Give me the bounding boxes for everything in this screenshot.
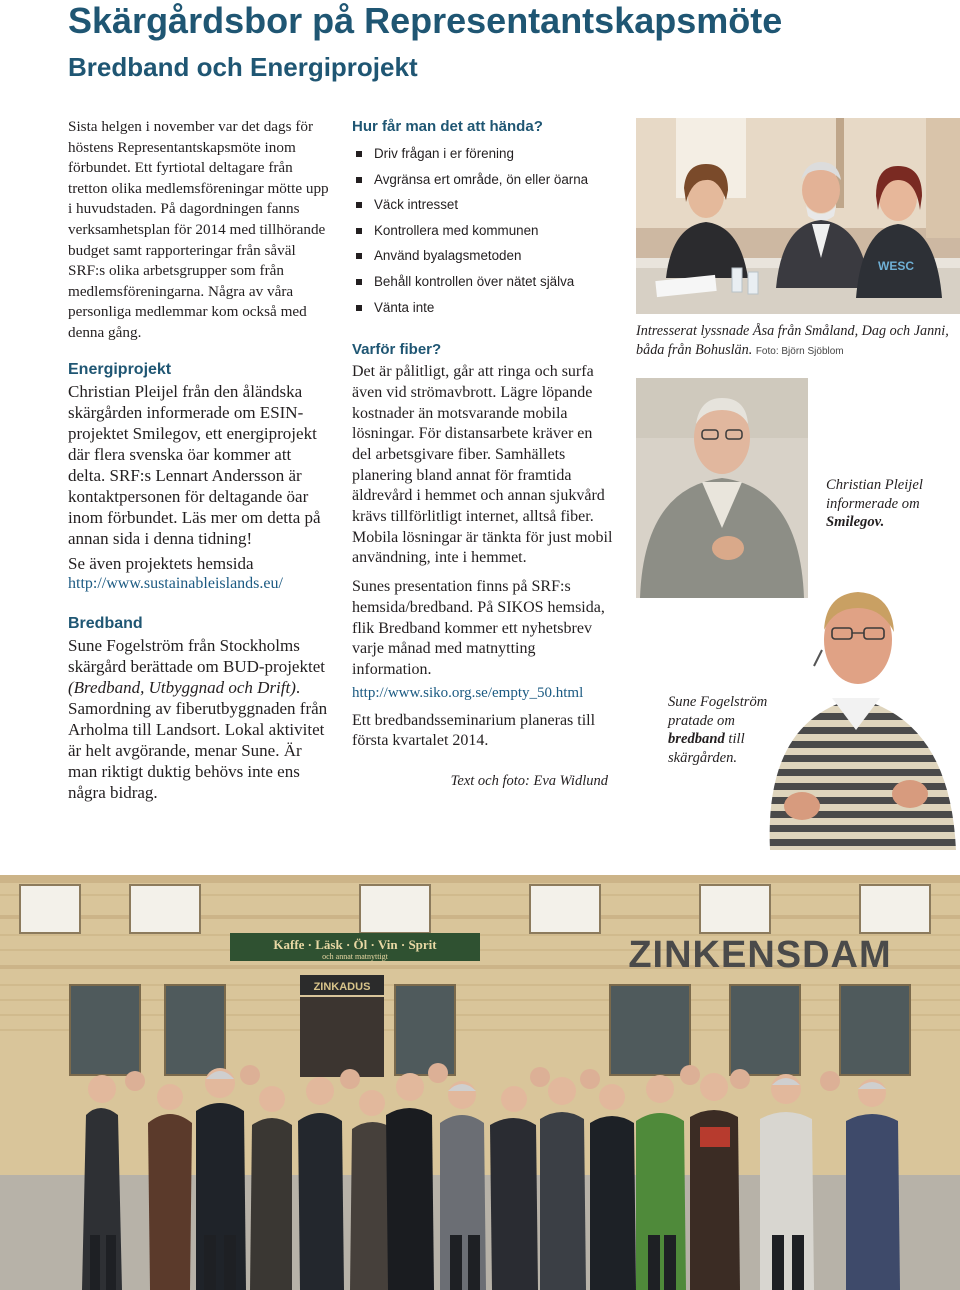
list-item-text: Vänta inte <box>374 299 435 315</box>
menu-sign-sub: och annat matnyttigt <box>322 952 388 961</box>
meeting-caption-text: Intresserat lyssnade Åsa från Småland, Dag och Janni, båda från Bohuslän. <box>636 323 949 358</box>
bullet-icon <box>356 202 362 208</box>
list-item <box>352 295 614 321</box>
column-left <box>68 117 330 803</box>
list-item <box>352 218 614 244</box>
bullet-icon <box>356 177 362 183</box>
list-item <box>352 243 614 269</box>
text-credit: Text och foto: Eva Widlund <box>450 773 608 790</box>
sune-caption <box>668 693 788 767</box>
bullet-icon <box>356 228 362 234</box>
energy-link[interactable]: http://www.sustainableislands.eu/ <box>68 574 283 592</box>
hotel-sign: ZINKENSDAM <box>628 934 892 976</box>
why-heading: Varför fiber? <box>352 341 442 359</box>
how-heading: Hur får man det att hända? <box>352 118 543 135</box>
meeting-photo <box>636 118 960 314</box>
christian-caption-bold: Smilegov. <box>826 514 885 530</box>
why-paragraph: Det är pålitligt, går att ringa och surfa även vid strömavbrott. Lägre löpande kostnader än motsvarande mobila lösningar. För distansarbete kräver en del arbetsgivare fiber. Samhällets planering bland annat för framtida äldrevård i hemmet och annan sjukvård krävs tillförlitligt internet, alltså fiber. Mobila lösningar är tänkta för just mobil användning, inte i hemmet. <box>352 363 613 567</box>
bullet-icon <box>356 253 362 259</box>
menu-sign: Kaffe · Läsk · Öl · Vin · Sprit <box>273 937 437 952</box>
list-item-text: Driv frågan i er förening <box>374 146 514 161</box>
broadband-text-start: Sune Fogelström från Stockholms skärgård berättade om BUD-projektet <box>68 635 325 676</box>
energy-see-also: Se även projektets hemsida <box>68 553 254 573</box>
list-item <box>352 141 614 167</box>
broadband-text-end: . Samordning av fiberutbyggnaden från Arholma till Landsort. Lokal aktivitet är helt avgörande, menar Sune. Är man riktigt duktig behövs inte ens några bidrag. <box>68 677 328 802</box>
meeting-caption <box>636 322 956 361</box>
christian-caption <box>826 476 956 532</box>
christian-caption-text: Christian Pleijel informerade om <box>826 477 923 512</box>
how-list <box>352 141 614 320</box>
bullet-icon <box>356 151 362 157</box>
bullet-icon <box>356 305 362 311</box>
page-subtitle: Bredband och Energiprojekt <box>68 52 418 82</box>
broadband-heading: Bredband <box>68 614 143 632</box>
christian-photo <box>636 378 808 598</box>
energy-heading: Energiprojekt <box>68 360 172 378</box>
page-title: Skärgårdsbor på Representantskapsmöte <box>68 0 783 41</box>
sune-caption-text-end: till skärgården. <box>668 731 745 766</box>
list-item <box>352 167 614 193</box>
list-item-text: Väck intresset <box>374 197 459 213</box>
list-item-text: Behåll kontrollen över nätet själva <box>374 273 575 289</box>
sune-photo <box>760 580 960 850</box>
door-sign: ZINKADUS <box>313 981 371 993</box>
group-photo <box>0 875 960 1290</box>
svg-text:WESC: WESC <box>878 259 914 273</box>
siko-link[interactable]: http://www.siko.org.se/empty_50.html <box>352 684 584 701</box>
bullet-icon <box>356 279 362 285</box>
list-item-text: Kontrollera med kommunen <box>374 222 539 238</box>
column-middle <box>352 117 614 791</box>
broadband-paragraph <box>68 635 330 803</box>
list-item <box>352 269 614 295</box>
list-item <box>352 192 614 218</box>
broadband-text-italic: (Bredband, Utbyggnad och Drift) <box>68 677 296 697</box>
presentation-paragraph: Sunes presentation finns på SRF:s hemsida/bredband. På SIKOS hemsida, flik Bredband kommer ett nyhetsbrev varje månad med matnytting information. <box>352 578 605 678</box>
list-item-text: Avgränsa ert område, ön eller öarna <box>374 171 589 187</box>
seminar-paragraph: Ett bredbandsseminarium planeras till första kvartalet 2014. <box>352 711 596 750</box>
meeting-photo-credit: Foto: Björn Sjöblom <box>755 345 844 357</box>
sune-caption-bold: bredband <box>668 731 725 747</box>
energy-paragraph: Christian Pleijel från den åländska skärgården informerade om ESIN-projektet Smilegov, ett energiprojekt där flera svenska öar kommer att delta. SRF:s Lennart Andersson är kontaktpersonen för deltagande öar inom förbundet. Läs mer om detta på annan sida i denna tidning! <box>68 381 321 548</box>
sune-caption-text-start: Sune Fogelström pratade om <box>668 694 768 729</box>
list-item-text: Använd byalagsmetoden <box>374 248 522 264</box>
intro-paragraph: Sista helgen i november var det dags för höstens Representantskapsmöte inom förbundet. Ett fyrtiotal deltagare från tretton olika medlemsföreningar mötte upp i huvudstaden. På dagordningen fanns verksamhetsplan för 2014 med tillhörande budget samt rapporteringar från såväl SRF:s olika arbetsgrupper som från medlemsföreningarna. Några av våra personliga medlemmar kom också med denna gång. <box>68 118 329 341</box>
